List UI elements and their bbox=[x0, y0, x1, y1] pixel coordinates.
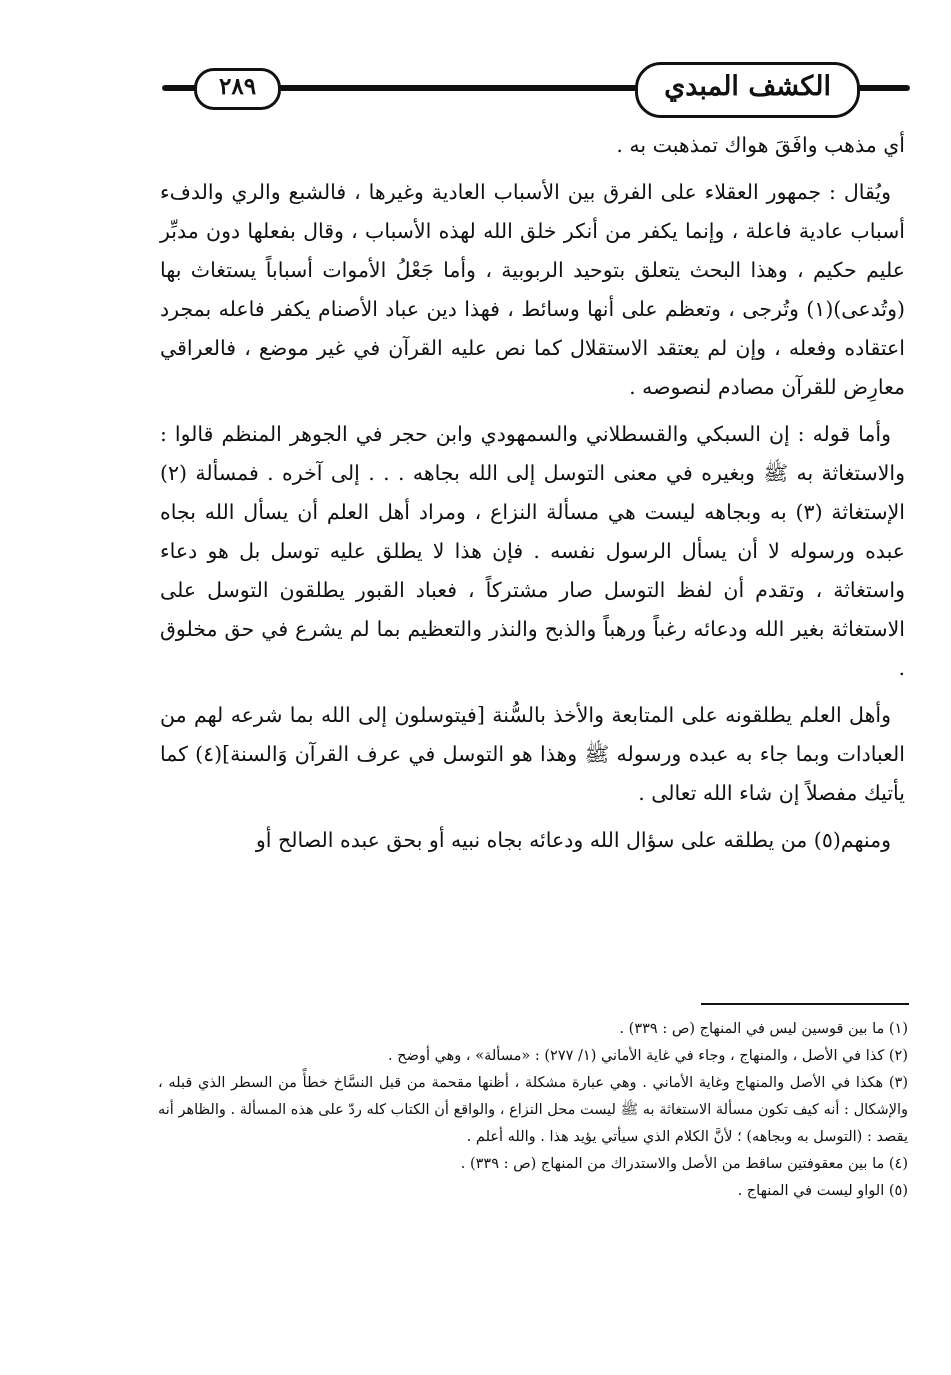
paragraph: ومنهم(٥) من يطلقه على سؤال الله ودعائه بجاه نبيه أو بحق عبده الصالح أو bbox=[255, 828, 891, 852]
paragraph: ويُقال : جمهور العقلاء على الفرق بين الأسباب العادية وغيرها ، فالشبع والري والدفء أسباب عادية فاعلة ، وإنما يكفر من أنكر خلق الله لهذه الأسباب ، وقال بفعلها دون مدبِّر عليم حكيم ، وهذا البحث يتعلق بتوحيد الربوبية ، وأما جَعْلُ الأموات أسباباً يستغاث بها (وتُدعى)(١) وتُرجى ، وتعظم على أنها وسائط ، فهذا دين عباد الأصنام يكفر فاعله بمجرد اعتقاده وفعله ، وإن لم يعتقد الاستقلال كما نص عليه القرآن في غير موضع ، فالعراقي معارِض للقرآن مصادم لنصوصه . bbox=[160, 180, 905, 399]
main-text bbox=[160, 126, 905, 868]
footnote: (٢) كذا في الأصل ، والمنهاج ، وجاء في غاية الأماني (١/ ٢٧٧) : «مسألة» ، وهي أوضح . bbox=[388, 1048, 908, 1064]
paragraph: وأهل العلم يطلقونه على المتابعة والأخذ بالسُّنة [فيتوسلون إلى الله بما شرعه لهم من العبادات وبما جاء به عبده ورسوله ﷺ وهذا هو التوسل في عرف القرآن وَالسنة](٤) كما يأتيك مفصلاً إن شاء الله تعالى . bbox=[160, 703, 905, 805]
page-number: ٢٨٩ bbox=[194, 68, 281, 110]
footnote: (١) ما بين قوسين ليس في المنهاج (ص : ٣٣٩) . bbox=[619, 1021, 908, 1037]
footnote: (٥) الواو ليست في المنهاج . bbox=[737, 1183, 908, 1199]
page-header bbox=[162, 62, 910, 114]
paragraph: أي مذهب وافَقَ هواك تمذهبت به . bbox=[616, 133, 905, 157]
book-title: الكشف المبدي bbox=[635, 62, 860, 118]
footnote-divider bbox=[701, 1003, 909, 1005]
footnote: (٣) هكذا في الأصل والمنهاج وغاية الأماني . وهي عبارة مشكلة ، أظنها مقحمة من قبل النسَّاخ خطأً من السطر الذي قبله ، والإشكال : أنه كيف تكون مسألة الاستغاثة به ﷺ ليست محل النزاع ، والواقع أن الكتاب كله ردّ على هذه المسألة . والظاهر أنه يقصد : (التوسل به وبجاهه) ؛ لأنَّ الكلام الذي سيأتي يؤيد هذا . والله أعلم . bbox=[158, 1075, 908, 1145]
paragraph: وأما قوله : إن السبكي والقسطلاني والسمهودي وابن حجر في الجوهر المنظم قالوا : والاستغاثة به ﷺ وبغيره في معنى التوسل إلى الله بجاهه . . . إلى آخره . فمسألة (٢) الإستغاثة (٣) به وبجاهه ليست هي مسألة النزاع ، ومراد أهل العلم أن يسأل الله بجاه عبده ورسوله لا أن يسأل الرسول نفسه . فإن هذا لا يطلق عليه توسل بل هو دعاء واستغاثة ، وتقدم أن لفظ التوسل صار مشتركاً ، فعباد القبور يطلقون التوسل على الاستغاثة بغير الله ودعائه رغباً ورهباً والذبح والنذر والتعظيم بما لم يشرع في حق مخلوق . bbox=[160, 422, 905, 680]
footnote: (٤) ما بين معقوفتين ساقط من الأصل والاستدراك من المنهاج (ص : ٣٣٩) . bbox=[460, 1156, 908, 1172]
footnotes bbox=[158, 1016, 908, 1205]
